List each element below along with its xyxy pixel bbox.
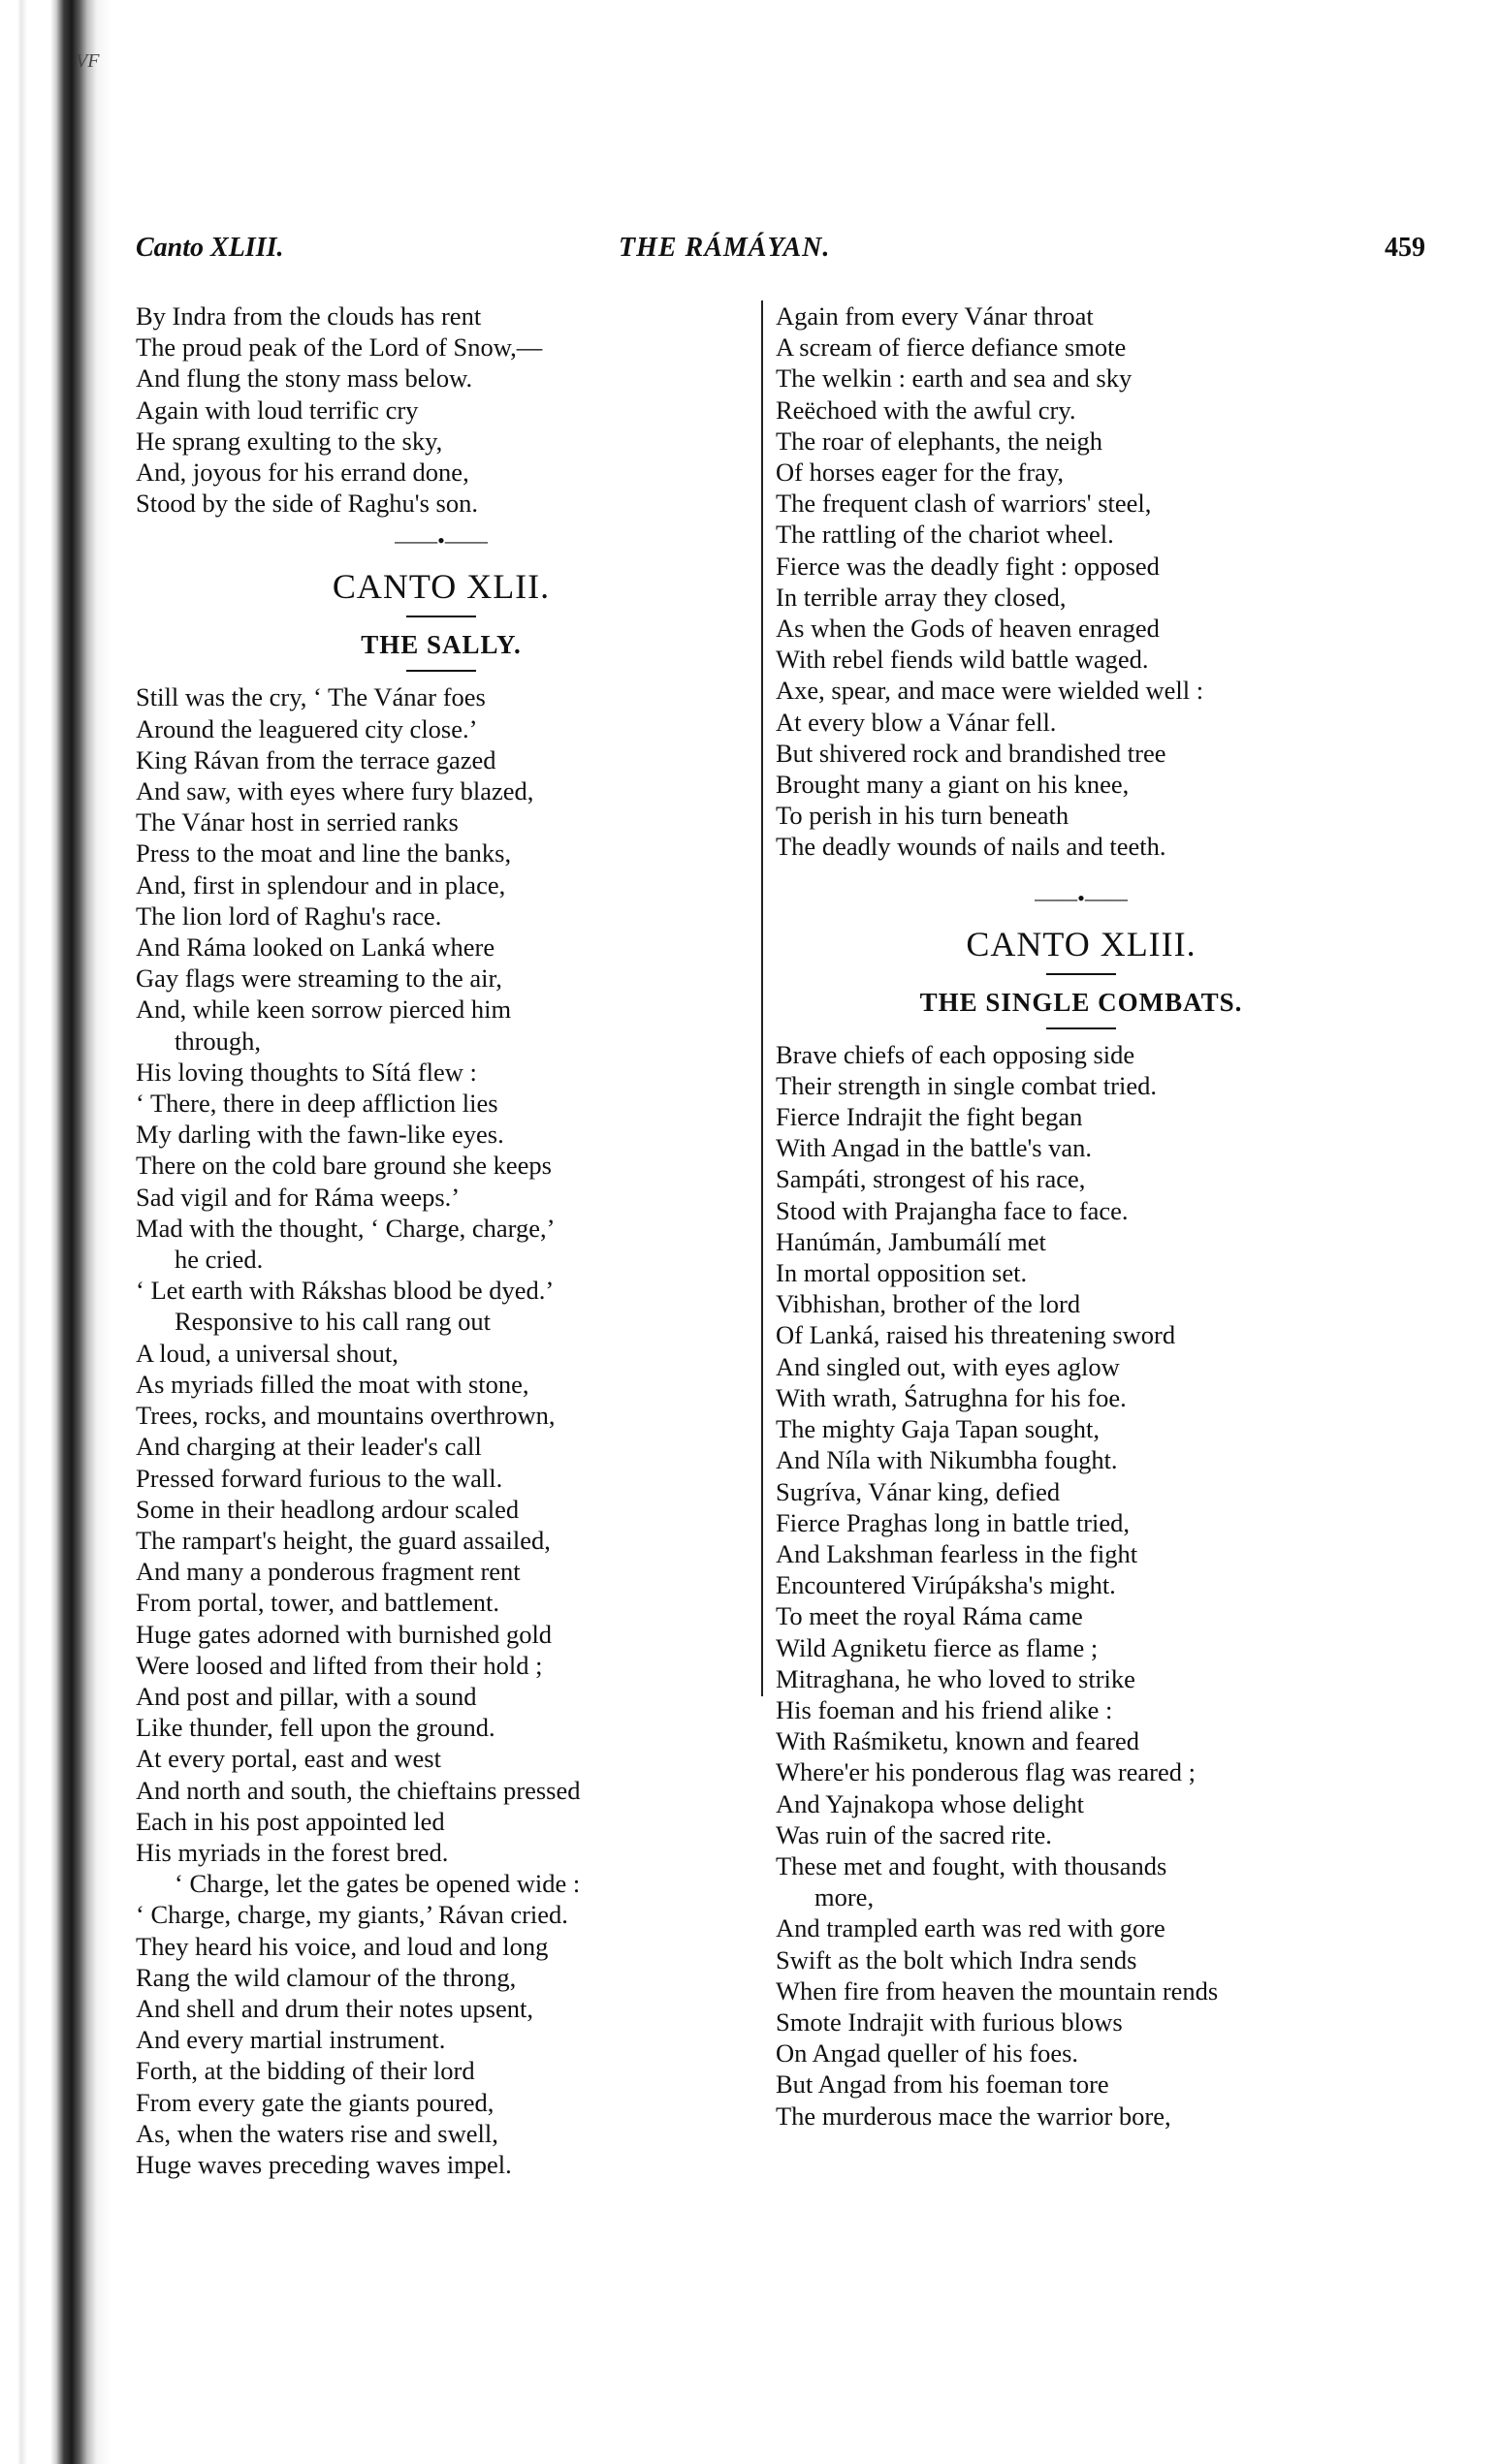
column-divider — [761, 300, 763, 1696]
verse-line: Fierce Indrajit the fight began — [776, 1102, 1083, 1132]
left-column — [136, 300, 747, 2180]
verse-line: Wild Agniketu fierce as flame ; — [776, 1632, 1099, 1662]
verse-line: His myriads in the forest bred. — [136, 1837, 449, 1867]
verse-line: And, while keen sorrow pierced him — [136, 995, 512, 1025]
verse-line: As myriads filled the moat with stone, — [136, 1369, 529, 1399]
verse-line: And, joyous for his errand done, — [136, 458, 469, 488]
verse-line: In terrible array they closed, — [776, 582, 1067, 612]
right-verse-top — [776, 300, 1387, 863]
verse-line: ‘ Charge, charge, my giants,’ Rávan cried. — [136, 1900, 568, 1930]
verse-line: Encountered Virúpáksha's might. — [776, 1570, 1116, 1600]
running-head — [136, 233, 1425, 271]
verse-line: And saw, with eyes where fury blazed, — [136, 776, 534, 806]
verse-line: And, first in splendour and in place, — [136, 869, 506, 900]
verse-line: And trampled earth was red with gore — [776, 1913, 1165, 1943]
verse-line: At every blow a Vánar fell. — [776, 707, 1057, 737]
verse-line: A scream of fierce defiance smote — [776, 332, 1127, 363]
verse-line: ‘ There, there in deep affliction lies — [136, 1089, 498, 1119]
verse-line: Still was the cry, ‘ The Vánar foes — [136, 682, 486, 712]
verse-line: Again from every Vánar throat — [776, 301, 1094, 331]
canto-subtitle: THE SALLY. — [361, 630, 522, 660]
verse-line: As when the Gods of heaven enraged — [776, 614, 1160, 644]
verse-line: Smote Indrajit with furious blows — [776, 2006, 1123, 2037]
verse-line: They heard his voice, and loud and long — [136, 1931, 549, 1961]
verse-line: And singled out, with eyes aglow — [776, 1351, 1120, 1381]
subtitle-rule — [406, 670, 476, 672]
verse-line: Hanúmán, Jambumálí met — [776, 1226, 1046, 1256]
verse-line: At every portal, east and west — [136, 1744, 441, 1774]
verse-line: Vibhishan, brother of the lord — [776, 1289, 1081, 1319]
verse-line: With wrath, Śatrughna for his foe. — [776, 1382, 1127, 1412]
verse-line: He sprang exulting to the sky, — [136, 426, 443, 456]
verse-line: Mad with the thought, ‘ Charge, charge,’ — [136, 1213, 556, 1243]
subtitle-rule — [1046, 1027, 1116, 1029]
verse-line: In mortal opposition set. — [776, 1258, 1028, 1288]
verse-line: Responsive to his call rang out — [175, 1307, 492, 1337]
verse-line: Gay flags were streaming to the air, — [136, 963, 502, 994]
verse-line: To meet the royal Ráma came — [776, 1601, 1083, 1631]
verse-line: By Indra from the clouds has rent — [136, 301, 482, 331]
verse-line: With rebel fiends wild battle waged. — [776, 645, 1149, 675]
verse-line: Sad vigil and for Ráma weeps.’ — [136, 1182, 461, 1212]
page-number: 459 — [1385, 233, 1425, 263]
verse-line: Around the leaguered city close.’ — [136, 713, 478, 743]
canto-title: CANTO XLIII. — [966, 924, 1197, 963]
verse-line: And post and pillar, with a sound — [136, 1681, 477, 1711]
verse-line: There on the cold bare ground she keeps — [136, 1151, 552, 1181]
verse-line: And shell and drum their notes upsent, — [136, 1993, 533, 2023]
book-binding-shadow — [0, 0, 112, 2464]
verse-line: And Lakshman fearless in the fight — [776, 1538, 1138, 1568]
verse-line: And charging at their leader's call — [136, 1432, 482, 1462]
verse-line: With Angad in the battle's van. — [776, 1133, 1093, 1163]
title-rule — [406, 616, 476, 617]
verse-line: more, — [814, 1882, 875, 1912]
verse-line: he cried. — [175, 1245, 264, 1275]
verse-line: On Angad queller of his foes. — [776, 2038, 1079, 2069]
verse-line: ‘ Charge, let the gates be opened wide : — [175, 1869, 581, 1899]
verse-line: The welkin : earth and sea and sky — [776, 363, 1133, 394]
verse-line: Their strength in single combat tried. — [776, 1070, 1157, 1100]
verse-line: Of horses eager for the fray, — [776, 458, 1064, 488]
verse-line: The Vánar host in serried ranks — [136, 807, 459, 837]
verse-line: King Rávan from the terrace gazed — [136, 744, 496, 774]
verse-line: Huge gates adorned with burnished gold — [136, 1619, 553, 1649]
verse-line: Were loosed and lifted from their hold ; — [136, 1650, 543, 1680]
verse-line: Axe, spear, and mace were wielded well : — [776, 676, 1204, 706]
verse-line: The rampart's height, the guard assailed, — [136, 1525, 551, 1555]
verse-line: Brought many a giant on his knee, — [776, 770, 1130, 800]
verse-line: ‘ Let earth with Rákshas blood be dyed.’ — [136, 1276, 555, 1306]
verse-line: As, when the waters rise and swell, — [136, 2118, 498, 2148]
canto-title: CANTO XLII. — [332, 567, 551, 607]
verse-line: through, — [175, 1026, 262, 1056]
section-ornament: ——•—— — [1035, 885, 1128, 910]
left-verse-top — [136, 300, 747, 519]
verse-line: And Yajnakopa whose delight — [776, 1788, 1084, 1818]
verse-line: Each in his post appointed led — [136, 1806, 445, 1836]
verse-line: The murderous mace the warrior bore, — [776, 2101, 1171, 2131]
verse-line: Swift as the bolt which Indra sends — [776, 1944, 1137, 1974]
verse-line: Where'er his ponderous flag was reared ; — [776, 1757, 1197, 1787]
verse-line: The frequent clash of warriors' steel, — [776, 489, 1152, 519]
verse-line: Mitraghana, he who loved to strike — [776, 1663, 1135, 1693]
verse-line: But shivered rock and brandished tree — [776, 738, 1166, 768]
running-head-title: THE RÁMÁYAN. — [619, 233, 831, 263]
verse-line: Fierce Praghas long in battle tried, — [776, 1507, 1131, 1537]
verse-line: Reëchoed with the awful cry. — [776, 395, 1076, 425]
running-head-canto: Canto XLIII. — [136, 233, 284, 263]
verse-line: The deadly wounds of nails and teeth. — [776, 832, 1166, 862]
verse-line: And every martial instrument. — [136, 2025, 446, 2055]
verse-line: Again with loud terrific cry — [136, 395, 419, 425]
verse-line: Rang the wild clamour of the throng, — [136, 1962, 517, 1992]
verse-line: The mighty Gaja Tapan sought, — [776, 1414, 1100, 1444]
verse-line: And Ráma looked on Lanká where — [136, 932, 495, 963]
verse-line: From portal, tower, and battlement. — [136, 1588, 499, 1618]
right-verse-main — [776, 1039, 1387, 2132]
verse-line: The rattling of the chariot wheel. — [776, 520, 1114, 550]
verse-line: The roar of elephants, the neigh — [776, 426, 1103, 456]
verse-line: And north and south, the chieftains pressed — [136, 1775, 581, 1805]
verse-line: Trees, rocks, and mountains overthrown, — [136, 1401, 556, 1431]
left-verse-main — [136, 681, 747, 2180]
verse-line: His loving thoughts to Sítá flew : — [136, 1057, 477, 1087]
verse-line: The proud peak of the Lord of Snow,— — [136, 332, 543, 363]
verse-line: Of Lanká, raised his threatening sword — [776, 1320, 1176, 1350]
verse-line: Like thunder, fell upon the ground. — [136, 1713, 495, 1743]
verse-line: But Angad from his foeman tore — [776, 2069, 1109, 2100]
binding-mark: VF — [76, 50, 100, 72]
verse-line: When fire from heaven the mountain rends — [776, 1975, 1219, 2006]
verse-line: Forth, at the bidding of their lord — [136, 2056, 475, 2086]
verse-line: Sampáti, strongest of his race, — [776, 1164, 1086, 1194]
verse-line: Stood by the side of Raghu's son. — [136, 489, 478, 519]
verse-line: And Níla with Nikumbha fought. — [776, 1445, 1118, 1475]
title-rule — [1046, 973, 1116, 975]
verse-line: With Raśmiketu, known and feared — [776, 1726, 1139, 1756]
verse-line: The lion lord of Raghu's race. — [136, 900, 442, 931]
verse-line: Fierce was the deadly fight : opposed — [776, 551, 1160, 581]
verse-line: To perish in his turn beneath — [776, 801, 1069, 831]
verse-line: Brave chiefs of each opposing side — [776, 1039, 1135, 1069]
verse-line: And many a ponderous fragment rent — [136, 1557, 521, 1587]
right-column — [776, 300, 1387, 2132]
verse-line: Stood with Prajangha face to face. — [776, 1195, 1129, 1225]
verse-line: And flung the stony mass below. — [136, 363, 473, 394]
verse-line: Pressed forward furious to the wall. — [136, 1463, 503, 1493]
verse-line: His foeman and his friend alike : — [776, 1694, 1113, 1724]
verse-line: From every gate the giants poured, — [136, 2087, 495, 2117]
verse-line: Some in their headlong ardour scaled — [136, 1494, 520, 1524]
verse-line: Sugríva, Vánar king, defied — [776, 1476, 1061, 1506]
section-ornament: ——•—— — [395, 528, 488, 553]
verse-line: A loud, a universal shout, — [136, 1338, 399, 1368]
verse-line: Was ruin of the sacred rite. — [776, 1819, 1052, 1849]
verse-line: These met and fought, with thousands — [776, 1850, 1167, 1880]
verse-line: Huge waves preceding waves impel. — [136, 2149, 512, 2179]
verse-line: My darling with the fawn-like eyes. — [136, 1120, 504, 1150]
canto-subtitle: THE SINGLE COMBATS. — [919, 987, 1243, 1017]
verse-line: Press to the moat and line the banks, — [136, 838, 512, 869]
